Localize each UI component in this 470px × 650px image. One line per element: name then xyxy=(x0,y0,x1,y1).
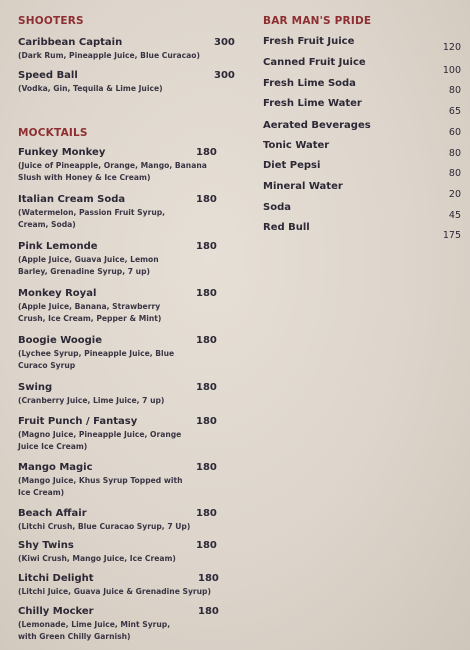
beverage-price: 65 xyxy=(448,106,461,117)
item-price: 180 xyxy=(196,382,217,393)
menu-item-swing xyxy=(18,382,223,407)
menu-item-pink-lemonde xyxy=(18,241,223,277)
beverage-row xyxy=(263,160,463,179)
beverage-row xyxy=(263,140,463,159)
beverage-name: Red Bull xyxy=(263,222,310,233)
item-name: Italian Cream Soda xyxy=(18,194,126,205)
item-description: (Mango Juice, Khus Syrup Topped with Ice Cream) xyxy=(18,476,183,497)
item-name: Pink Lemonde xyxy=(18,241,98,252)
beverage-price: 20 xyxy=(448,189,461,200)
item-name: Mango Magic xyxy=(18,462,93,473)
item-name: Funkey Monkey xyxy=(18,147,106,158)
beverage-name: Soda xyxy=(263,202,291,213)
beverage-row xyxy=(263,78,463,96)
beverage-name: Fresh Fruit Juice xyxy=(263,36,355,47)
item-name: Shy Twins xyxy=(18,540,74,551)
menu-item-boogie-woogie xyxy=(18,335,223,371)
item-name: Swing xyxy=(18,382,53,393)
item-description: (Apple Juice, Banana, Strawberry Crush, Ice Cream, Pepper & Mint) xyxy=(18,302,162,323)
beverage-price: 175 xyxy=(442,230,461,241)
section-heading-bar-mans-pride: BAR MAN'S PRIDE xyxy=(263,15,372,27)
menu-item-caribbean-captain xyxy=(18,37,235,62)
item-description: (Magno Juice, Pineapple Juice, Orange Juice Ice Cream) xyxy=(18,430,182,451)
item-description: (Cranberry Juice, Lime Juice, 7 up) xyxy=(18,396,165,405)
item-description: (Dark Rum, Pineapple Juice, Blue Curacao) xyxy=(18,51,200,60)
beverage-name: Tonic Water xyxy=(263,140,330,151)
item-description: (Litchi Crush, Blue Curacao Syrup, 7 Up) xyxy=(18,522,191,531)
menu-item-litchi-delight xyxy=(18,573,223,598)
beverage-row xyxy=(263,181,463,200)
item-name: Boogie Woogie xyxy=(18,335,102,346)
item-name: Chilly Mocker xyxy=(18,606,94,617)
beverage-name: Canned Fruit Juice xyxy=(263,57,366,68)
menu-item-beach-affair xyxy=(18,508,223,533)
item-price: 180 xyxy=(198,606,219,617)
beverage-name: Mineral Water xyxy=(263,181,343,192)
beverage-price: 80 xyxy=(448,85,461,96)
item-price: 180 xyxy=(196,416,217,427)
item-description: (Watermelon, Passion Fruit Syrup, Cream, Soda) xyxy=(18,208,166,229)
beverage-row xyxy=(263,202,463,221)
beverage-price: 120 xyxy=(442,42,461,53)
beverage-row xyxy=(263,36,463,53)
beverage-name: Aerated Beverages xyxy=(263,120,371,131)
item-description: (Kiwi Crush, Mango Juice, Ice Cream) xyxy=(18,554,176,563)
item-name: Litchi Delight xyxy=(18,573,94,584)
item-price: 180 xyxy=(196,540,217,551)
item-name: Fruit Punch / Fantasy xyxy=(18,416,138,427)
beverage-price: 80 xyxy=(448,168,461,179)
menu-item-chilly-mocker xyxy=(18,606,223,642)
beverage-price: 60 xyxy=(448,127,461,138)
item-description: (Juice of Pineapple, Orange, Mango, Banana Slush with Honey & Ice Cream) xyxy=(18,161,207,182)
item-name: Speed Ball xyxy=(18,70,78,81)
menu-item-funkey-monkey xyxy=(18,147,223,183)
item-price: 180 xyxy=(196,335,217,346)
item-price: 180 xyxy=(196,194,217,205)
item-description: (Litchi Juice, Guava Juice & Grenadine Syrup) xyxy=(18,587,211,596)
beverage-name: Diet Pepsi xyxy=(263,160,321,171)
menu-item-italian-cream-soda xyxy=(18,194,223,230)
item-price: 180 xyxy=(196,462,217,473)
item-price: 300 xyxy=(214,70,235,81)
section-heading-shooters: SHOOTERS xyxy=(18,15,84,27)
beverage-price: 45 xyxy=(448,210,461,221)
item-price: 180 xyxy=(196,241,217,252)
beverage-price: 100 xyxy=(442,65,461,76)
beverage-price: 80 xyxy=(448,148,461,159)
item-description: (Lychee Syrup, Pineapple Juice, Blue Curaco Syrup xyxy=(18,349,175,370)
item-name: Caribbean Captain xyxy=(18,37,123,48)
item-name: Monkey Royal xyxy=(18,288,97,299)
beverage-row xyxy=(263,98,463,117)
item-price: 180 xyxy=(196,147,217,158)
menu-item-shy-twins xyxy=(18,540,223,565)
item-price: 180 xyxy=(196,288,217,299)
item-price: 180 xyxy=(198,573,219,584)
menu-item-fruit-punch-fantasy xyxy=(18,416,223,452)
item-price: 300 xyxy=(214,37,235,48)
menu-item-monkey-royal xyxy=(18,288,223,324)
item-description: (Apple Juice, Guava Juice, Lemon Barley, Grenadine Syrup, 7 up) xyxy=(18,255,159,276)
item-price: 180 xyxy=(196,508,217,519)
item-description: (Lemonade, Lime Juice, Mint Syrup, with Green Chilly Garnish) xyxy=(18,620,171,641)
beverage-name: Fresh Lime Water xyxy=(263,98,362,109)
beverage-name: Fresh Lime Soda xyxy=(263,78,356,89)
item-description: (Vodka, Gin, Tequila & Lime Juice) xyxy=(18,84,163,93)
beverage-row xyxy=(263,57,463,76)
beverage-row xyxy=(263,120,463,138)
menu-item-speed-ball xyxy=(18,70,235,95)
beverage-row xyxy=(263,222,463,241)
section-heading-mocktails: MOCKTAILS xyxy=(18,127,88,139)
menu-item-mango-magic xyxy=(18,462,223,498)
item-name: Beach Affair xyxy=(18,508,87,519)
